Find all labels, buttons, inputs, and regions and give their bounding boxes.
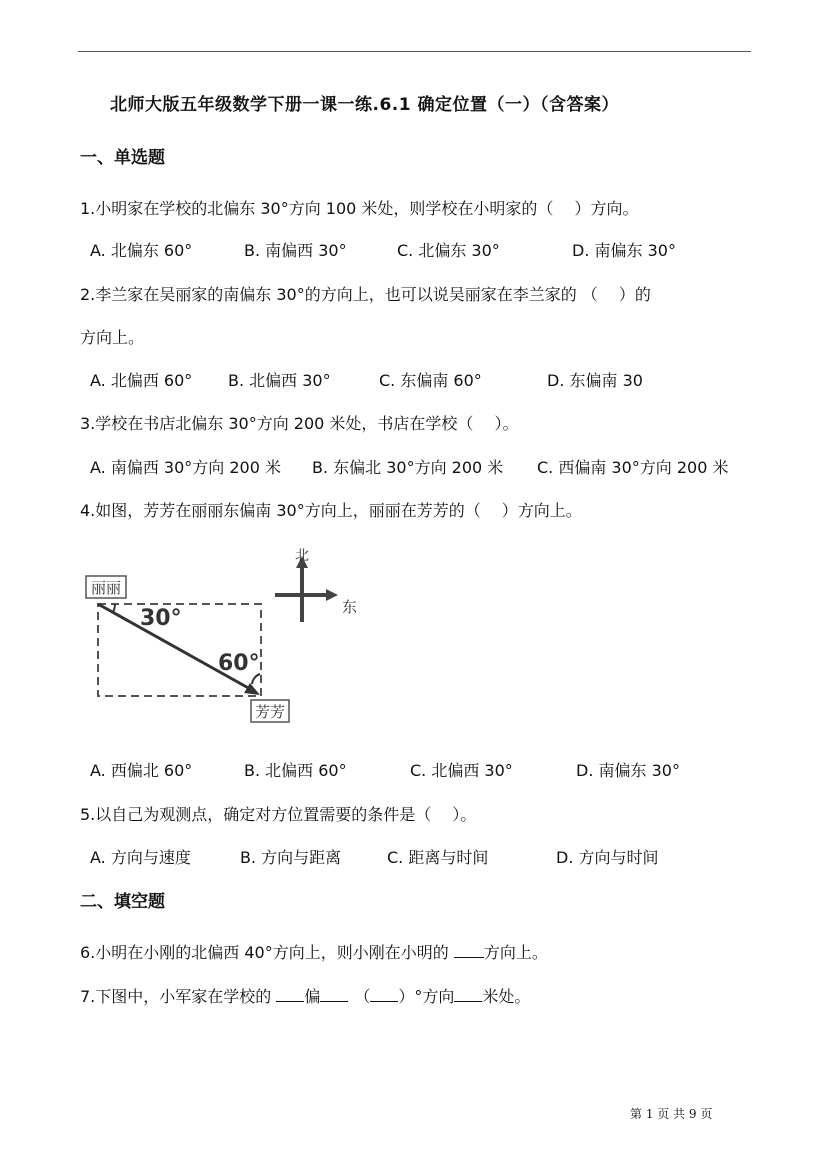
q7-blank-3[interactable] <box>370 987 398 1002</box>
q3-option-a: A. 南偏西 30°方向 200 米 <box>90 458 281 477</box>
q5-option-c: C. 距离与时间 <box>387 848 489 867</box>
angle-30-arc <box>113 604 115 612</box>
q7-blank-4[interactable] <box>454 987 482 1002</box>
direction-diagram <box>80 540 380 730</box>
q4-option-b: B. 北偏西 60° <box>244 761 347 780</box>
q5-option-d: D. 方向与时间 <box>556 848 659 867</box>
angle-30-label: 30° <box>140 606 182 631</box>
q4-option-a: A. 西偏北 60° <box>90 761 193 780</box>
header-rule <box>78 51 751 52</box>
question-2-text-line2: 方向上。 <box>80 328 145 347</box>
q1-option-d: D. 南偏东 30° <box>572 241 676 260</box>
q1-option-b: B. 南偏西 30° <box>244 241 347 260</box>
q1-option-a: A. 北偏东 60° <box>90 241 193 260</box>
q2-option-d: D. 东偏南 30 <box>547 371 643 390</box>
fangfang-label: 芳芳 <box>254 703 286 721</box>
q7-text-5: 米处。 <box>482 987 531 1006</box>
q7-text-2: 偏 <box>304 987 321 1006</box>
page-title: 北师大版五年级数学下册一课一练.6.1 确定位置（一）（含答案） <box>110 95 619 115</box>
q6-text-before: 6.小明在小刚的北偏西 40°方向上，则小刚在小明的 <box>80 943 454 962</box>
compass-north-label: 北 <box>295 548 309 564</box>
question-4-text: 4.如图，芳芳在丽丽东偏南 30°方向上，丽丽在芳芳的（ ）方向上。 <box>80 501 582 520</box>
q7-blank-2[interactable] <box>320 987 348 1002</box>
q6-text-after: 方向上。 <box>483 943 548 962</box>
section-heading-single-choice: 一、单选题 <box>80 148 165 168</box>
q7-text-4: ）°方向 <box>398 987 455 1006</box>
page-footer: 第 1 页 共 9 页 <box>630 1107 713 1121</box>
q7-text-3: （ <box>354 987 371 1006</box>
q3-option-b: B. 东偏北 30°方向 200 米 <box>312 458 504 477</box>
lili-label: 丽丽 <box>90 579 122 597</box>
q7-text-1: 7.下图中，小军家在学校的 <box>80 987 277 1006</box>
q3-option-c: C. 西偏南 30°方向 200 米 <box>537 458 729 477</box>
direction-arrow-icon <box>244 683 260 695</box>
q6-answer-blank[interactable] <box>454 943 484 958</box>
q1-option-c: C. 北偏东 30° <box>397 241 500 260</box>
q5-option-a: A. 方向与速度 <box>90 848 191 867</box>
question-7 <box>80 984 530 1007</box>
q7-blank-1[interactable] <box>276 987 304 1002</box>
q2-option-b: B. 北偏西 30° <box>228 371 331 390</box>
question-1-text: 1.小明家在学校的北偏东 30°方向 100 米处，则学校在小明家的（ ）方向。 <box>80 199 639 218</box>
q4-option-c: C. 北偏西 30° <box>410 761 513 780</box>
question-3-text: 3.学校在书店北偏东 30°方向 200 米处，书店在学校（ ）。 <box>80 414 519 433</box>
q5-option-b: B. 方向与距离 <box>240 848 342 867</box>
q2-option-c: C. 东偏南 60° <box>379 371 482 390</box>
east-arrow-icon <box>326 589 338 601</box>
angle-60-label: 60° <box>218 651 260 676</box>
question-5-text: 5.以自己为观测点，确定对方位置需要的条件是（ ）。 <box>80 805 477 824</box>
q2-option-a: A. 北偏西 60° <box>90 371 193 390</box>
question-6 <box>80 940 548 963</box>
section-heading-fill-in: 二、填空题 <box>80 892 165 912</box>
question-2-text-line1: 2.李兰家在吴丽家的南偏东 30°的方向上，也可以说吴丽家在李兰家的 （ ）的 <box>80 285 651 304</box>
q4-option-d: D. 南偏东 30° <box>576 761 680 780</box>
compass-east-label: 东 <box>342 598 358 616</box>
